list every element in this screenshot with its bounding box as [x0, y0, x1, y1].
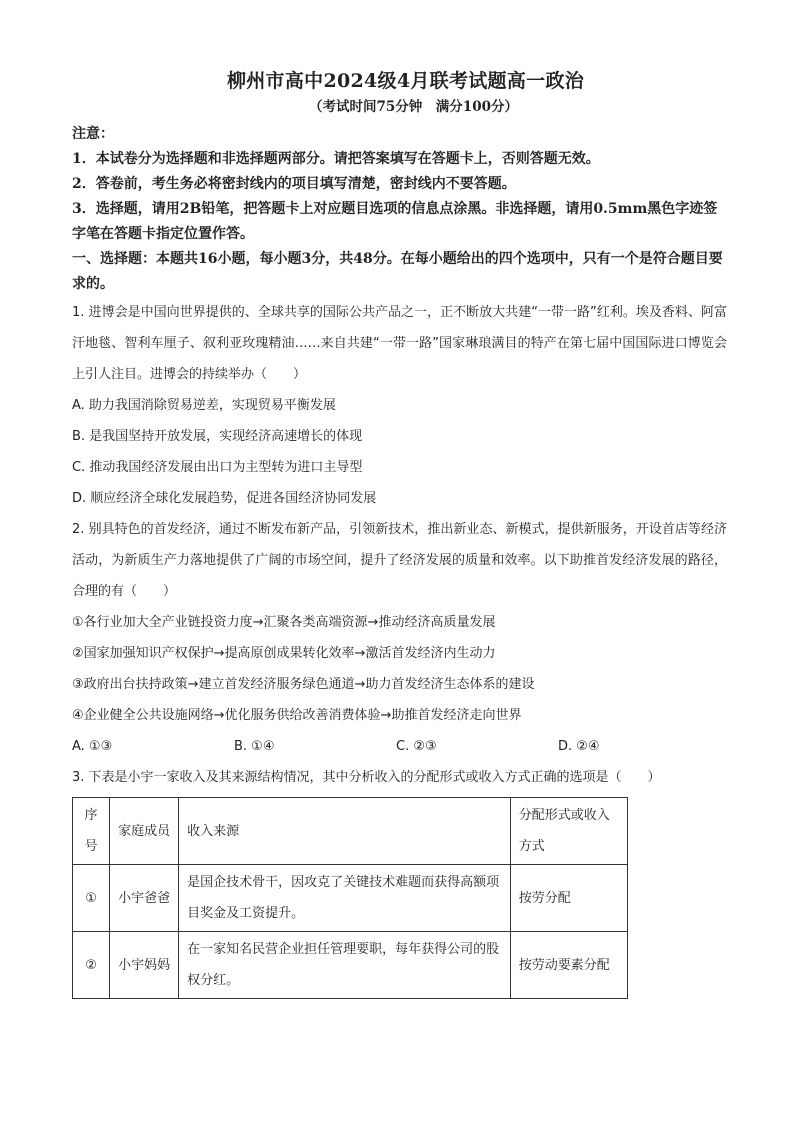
question-stem: 1. 进博会是中国向世界提供的、全球共享的国际公共产品之一，正不断放大共建“一带一路”红利。埃及香料、阿富汗地毯、智利车厘子、叙利亚玫瑰精油……来自共建“一带一路”国家琳琅满目的特产在第七届中国国际进口博览会上引人注目。进博会的持续举办（ ）: [72, 305, 727, 382]
table-cell: 在一家知名民营企业担任管理要职，每年获得公司的股权分红。: [179, 932, 511, 999]
exam-page: [72, 66, 727, 999]
table-header-row: [73, 798, 628, 865]
note-item: 3．选择题，请用2B铅笔，把答题卡上对应题目选项的信息点涂黑。非选择题，请用0.5mm黑色字迹签字笔在答题卡指定位置作答。: [72, 201, 718, 242]
table-cell: ①: [73, 865, 110, 932]
statement-1: ①各行业加大全产业链投资力度→汇聚各类高端资源→推动经济高质量发展: [72, 615, 496, 630]
table-cell: ②: [73, 932, 110, 999]
header-cell: 家庭成员: [110, 798, 179, 865]
table-row: [73, 865, 628, 932]
notes-heading: 注意：: [72, 126, 114, 142]
header-cell: 序号: [73, 798, 110, 865]
note-item: 1．本试卷分为选择题和非选择题两部分。请把答案填写在答题卡上，否则答题无效。: [72, 151, 600, 167]
income-table: [72, 797, 628, 999]
option-d: D. 顺应经济全球化发展趋势，促进各国经济协同发展: [72, 491, 377, 506]
option-b: B. 是我国坚持开放发展，实现经济高速增长的体现: [72, 429, 363, 444]
table-cell: 按劳动要素分配: [510, 932, 627, 999]
option-d: D. ②④: [558, 739, 600, 754]
header-cell: 分配形式或收入方式: [510, 798, 627, 865]
option-a: A. 助力我国消除贸易逆差，实现贸易平衡发展: [72, 398, 336, 413]
question-stem: 3. 下表是小宇一家收入及其来源结构情况，其中分析收入的分配形式或收入方式正确的选项是（ ）: [72, 770, 661, 785]
question-stem: 2. 别具特色的首发经济，通过不断发布新产品，引领新技术，推出新业态、新模式，提供新服务，开设首店等经济活动，为新质生产力落地提供了广阔的市场空间，提升了经济发展的质量和效率。以下助推首发经济发展的路径，合理的有（ ）: [72, 522, 727, 599]
table-cell: 小宇爸爸: [110, 865, 179, 932]
option-c: C. ②③: [396, 739, 437, 754]
option-c: C. 推动我国经济发展由出口为主型转为进口主导型: [72, 460, 363, 475]
table-row: [73, 932, 628, 999]
header-cell: 收入来源: [179, 798, 511, 865]
exam-title: 柳州市高中2024级4月联考试题高一政治: [226, 70, 585, 92]
notes-block: [72, 122, 727, 247]
section-heading: 一、选择题：本题共16小题，每小题3分，共48分。在每小题给出的四个选项中，只有一个是符合题目要求的。: [72, 251, 723, 292]
option-b: B. ①④: [234, 739, 275, 754]
statement-3: ③政府出台扶持政策→建立首发经济服务绿色通道→助力首发经济生态体系的建设: [72, 677, 535, 692]
options-row: [72, 731, 727, 762]
statement-2: ②国家加强知识产权保护→提高原创成果转化效率→激活首发经济内生动力: [72, 646, 496, 661]
exam-subtitle: （考试时间75分钟 满分100分）: [309, 99, 518, 115]
table-cell: 是国企技术骨干，因攻克了关键技术难题而获得高额项目奖金及工资提升。: [179, 865, 511, 932]
option-a: A. ①③: [72, 739, 113, 754]
note-item: 2．答卷前，考生务必将密封线内的项目填写清楚，密封线内不要答题。: [72, 176, 516, 192]
question-3: [72, 762, 727, 999]
table-cell: 按劳分配: [510, 865, 627, 932]
question-1: [72, 297, 727, 514]
statement-4: ④企业健全公共设施网络→优化服务供给改善消费体验→助推首发经济走向世界: [72, 708, 522, 723]
question-2: [72, 514, 727, 762]
table-cell: 小宇妈妈: [110, 932, 179, 999]
